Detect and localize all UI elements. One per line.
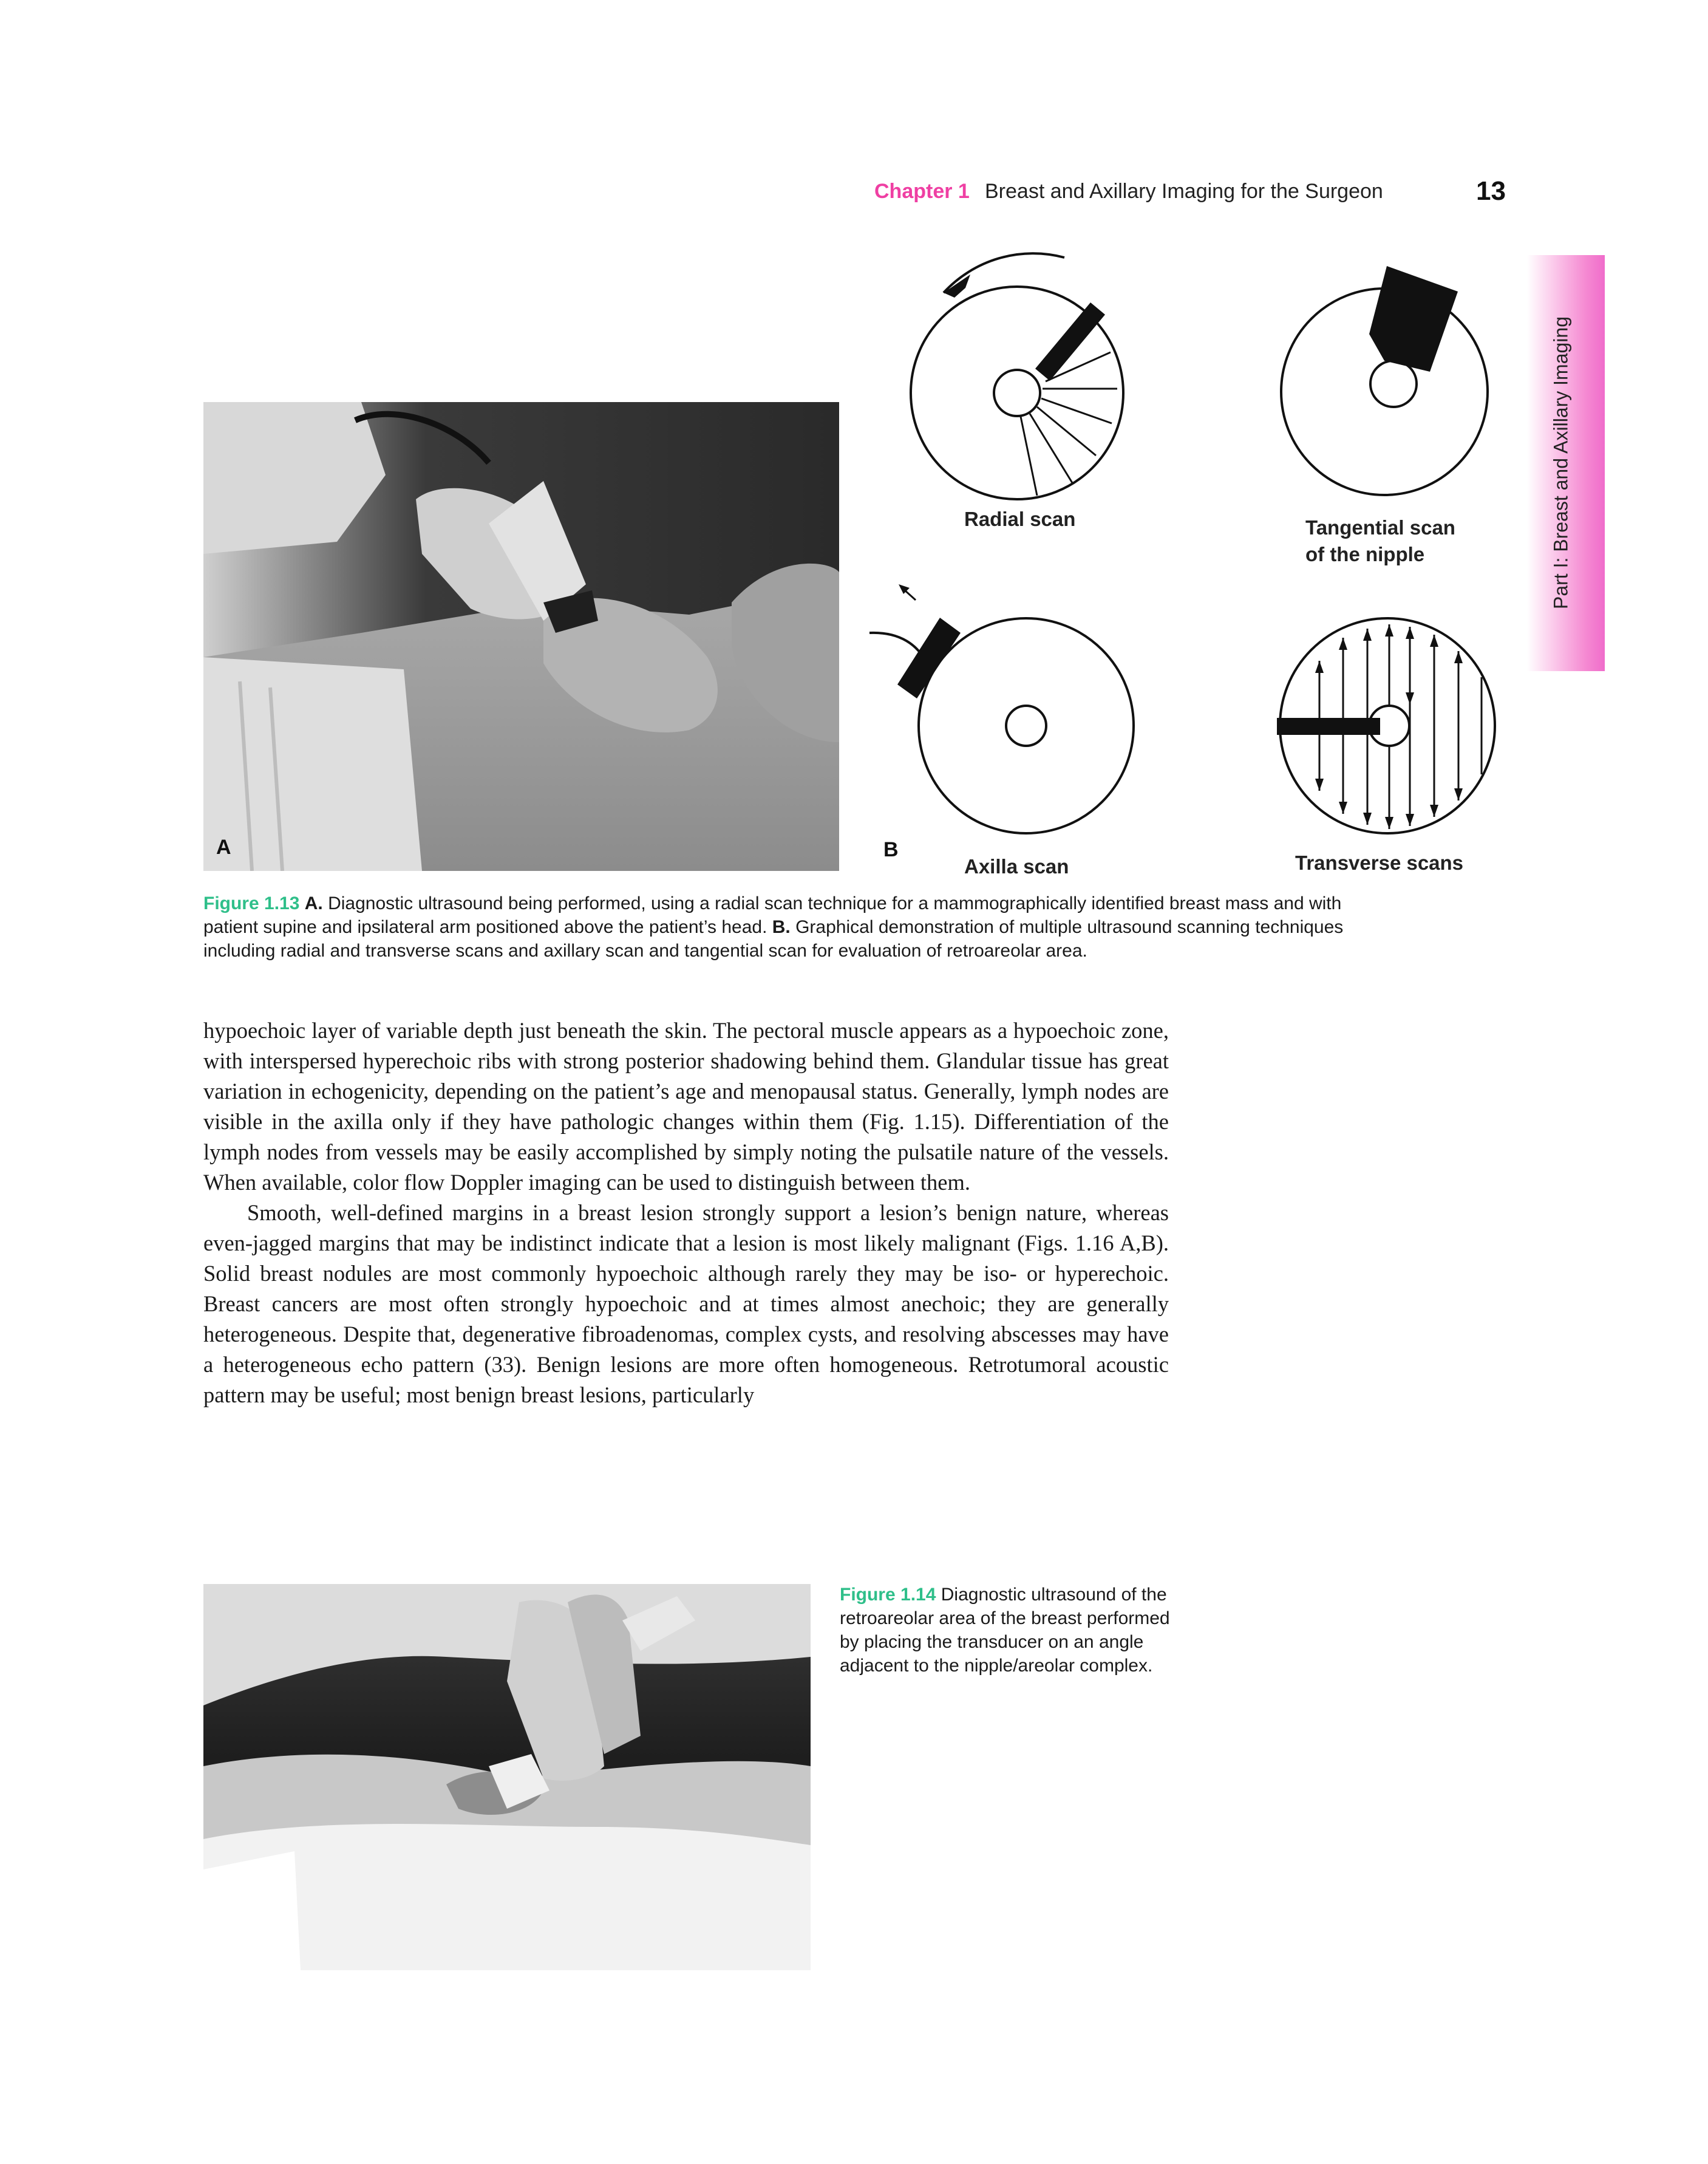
figure-1-14-caption-text: Diagnostic ultrasound of the retroareolar area of the breast performed by placing the transducer on an angle adjacent to the nipple/areolar complex.	[840, 1585, 1170, 1676]
figure-1-13-label: Figure 1.13	[203, 893, 300, 913]
caption-b-marker: B.	[772, 917, 791, 937]
figure-1-13a-photo	[203, 402, 839, 871]
panel-b-letter: B	[883, 838, 899, 861]
figure-1-13-caption	[203, 892, 1354, 963]
caption-a-marker: A.	[304, 893, 323, 913]
transverse-scans-diagram	[1277, 618, 1495, 833]
side-tab-label: Part I: Breast and Axillary Imaging	[1550, 316, 1572, 609]
figure-1-14-photo	[203, 1584, 811, 1970]
radial-scan-label: Radial scan	[964, 508, 1076, 530]
panel-a-letter: A	[216, 836, 231, 859]
body-paragraph-2: Smooth, well-defined margins in a breast lesion strongly support a lesion’s benign nature, whereas even-jagged margins that may be indistinct indicate that a lesion is most likely malignant (Figs. 1.16 A,B). Solid breast nodules are most commonly hypoechoic although rarely they may be iso- or hyperechoic. Breast cancers are most often strongly hypoechoic and at times almost anechoic; they are generally heterogeneous. Despite that, degenerative fibroadenomas, complex cysts, and resolving abscesses may have a heterogeneous echo pattern (33). Benign lesions are more often homogeneous. Retrotumoral acoustic pattern may be useful; most benign breast lesions, particularly	[203, 1200, 1169, 1407]
tangential-scan-label-line2: of the nipple	[1305, 543, 1425, 565]
tangential-scan-diagram	[1281, 266, 1488, 495]
tangential-scan-label-line1: Tangential scan	[1305, 516, 1455, 539]
chapter-label: Chapter 1	[874, 180, 970, 203]
running-title: Breast and Axillary Imaging for the Surgeon	[985, 180, 1383, 203]
axilla-scan-label: Axilla scan	[964, 855, 1069, 878]
body-paragraph-1: hypoechoic layer of variable depth just beneath the skin. The pectoral muscle appears as a hypoechoic zone, with interspersed hyperechoic ribs with strong posterior shadowing behind them. Glandular tissue has great variation in echogenicity, depending on the patient’s age and menopausal status. Generally, lymph nodes are visible in the axilla only if they have pathologic changes within them (Fig. 1.15). Differentiation of the lymph nodes from vessels may be easily accomplished by simply noting the pulsatile nature of the vessels. When available, color flow Doppler imaging can be used to distinguish between them.	[203, 1018, 1169, 1195]
radial-scan-diagram	[911, 253, 1123, 499]
caption-b-text: Graphical demonstration of multiple ultrasound scanning techniques including radial and transverse scans and axillary scan and tangential scan for evaluation of retroareolar area.	[203, 917, 1344, 961]
figure-1-14-caption	[840, 1583, 1180, 1678]
part-side-tab	[1527, 255, 1605, 671]
running-header	[874, 176, 1506, 213]
transverse-scans-label: Transverse scans	[1295, 852, 1464, 874]
body-text	[203, 1015, 1169, 1410]
figure-1-14-label: Figure 1.14	[840, 1585, 936, 1605]
caption-a-text: Diagnostic ultrasound being performed, using a radial scan technique for a mammographically identified breast mass and with patient supine and ipsilateral arm positioned above the patient’s head.	[203, 893, 1342, 937]
axilla-scan-diagram	[869, 584, 1134, 833]
page-number: 13	[1476, 176, 1506, 206]
